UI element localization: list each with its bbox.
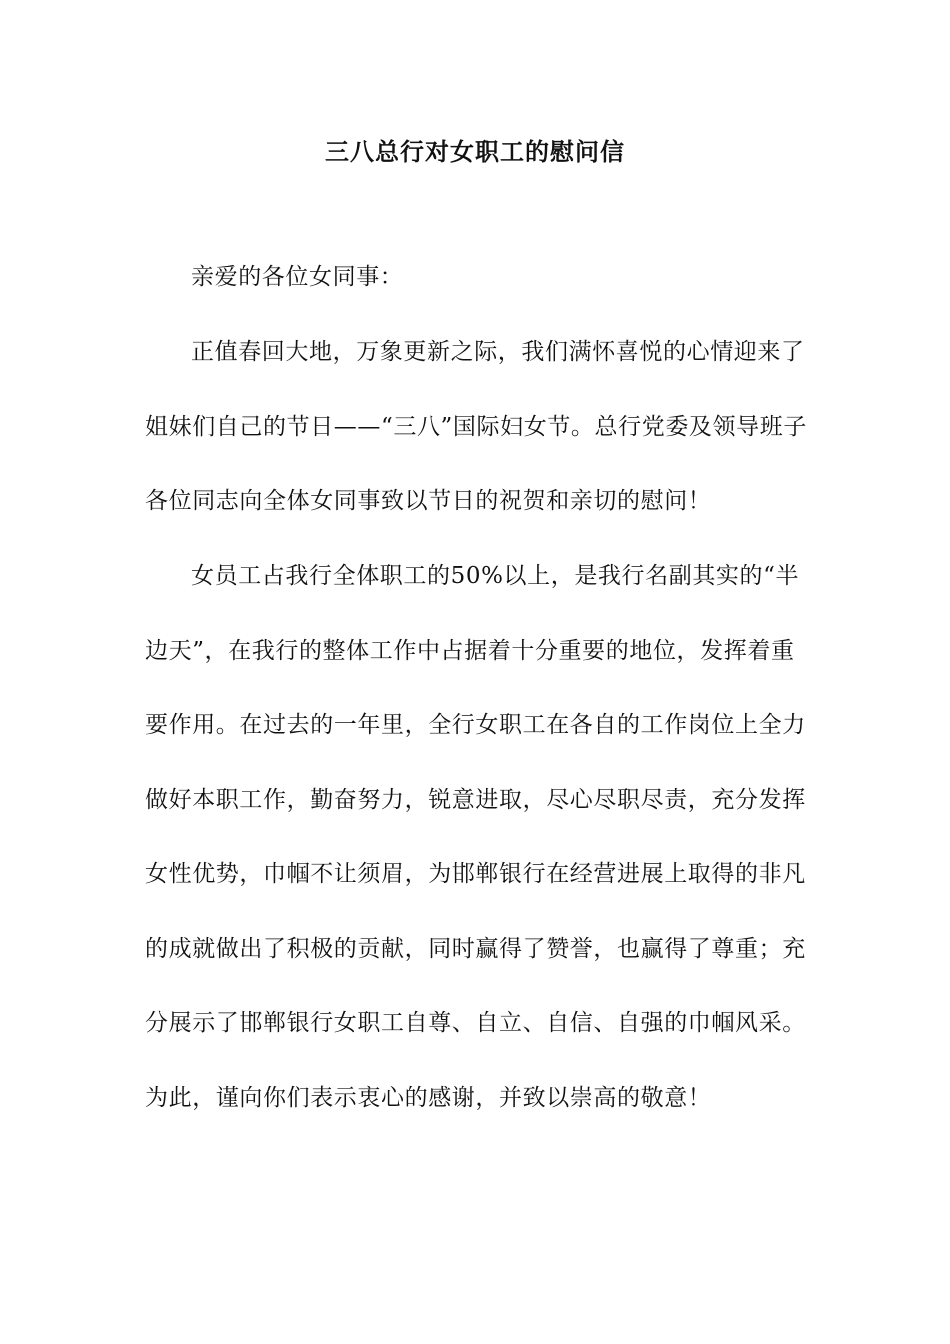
greeting-line: 亲爱的各位女同事： <box>191 264 404 290</box>
document-title: 三八总行对女职工的慰问信 <box>325 137 625 166</box>
paragraph-appreciation: 女员工占我行全体职工的50%以上，是我行名副其实的“半边天”，在我行的整体工作中占据着十分重要的地位，发挥着重要作用。在过去的一年里，全行女职工在各自的工作岗位上全力做好本职工作，勤奋努力，锐意进取，尽心尽职尽责，充分发挥女性优势，巾帼不让须眉，为邯郸银行在经营进展上取得的非凡的成就做出了积极的贡献，同时赢得了赞誉，也赢得了尊重；充分展示了邯郸银行女职工自尊、自立、自信、自强的巾帼风采。为此，谨向你们表示衷心的感谢，并致以崇高的敬意！ <box>145 563 806 1111</box>
paragraph-holiday-greetings: 正值春回大地，万象更新之际，我们满怀喜悦的心情迎来了姐妹们自己的节日——“三八”国际妇女节。总行党委及领导班子各位同志向全体女同事致以节日的祝贺和亲切的慰问！ <box>145 339 807 514</box>
